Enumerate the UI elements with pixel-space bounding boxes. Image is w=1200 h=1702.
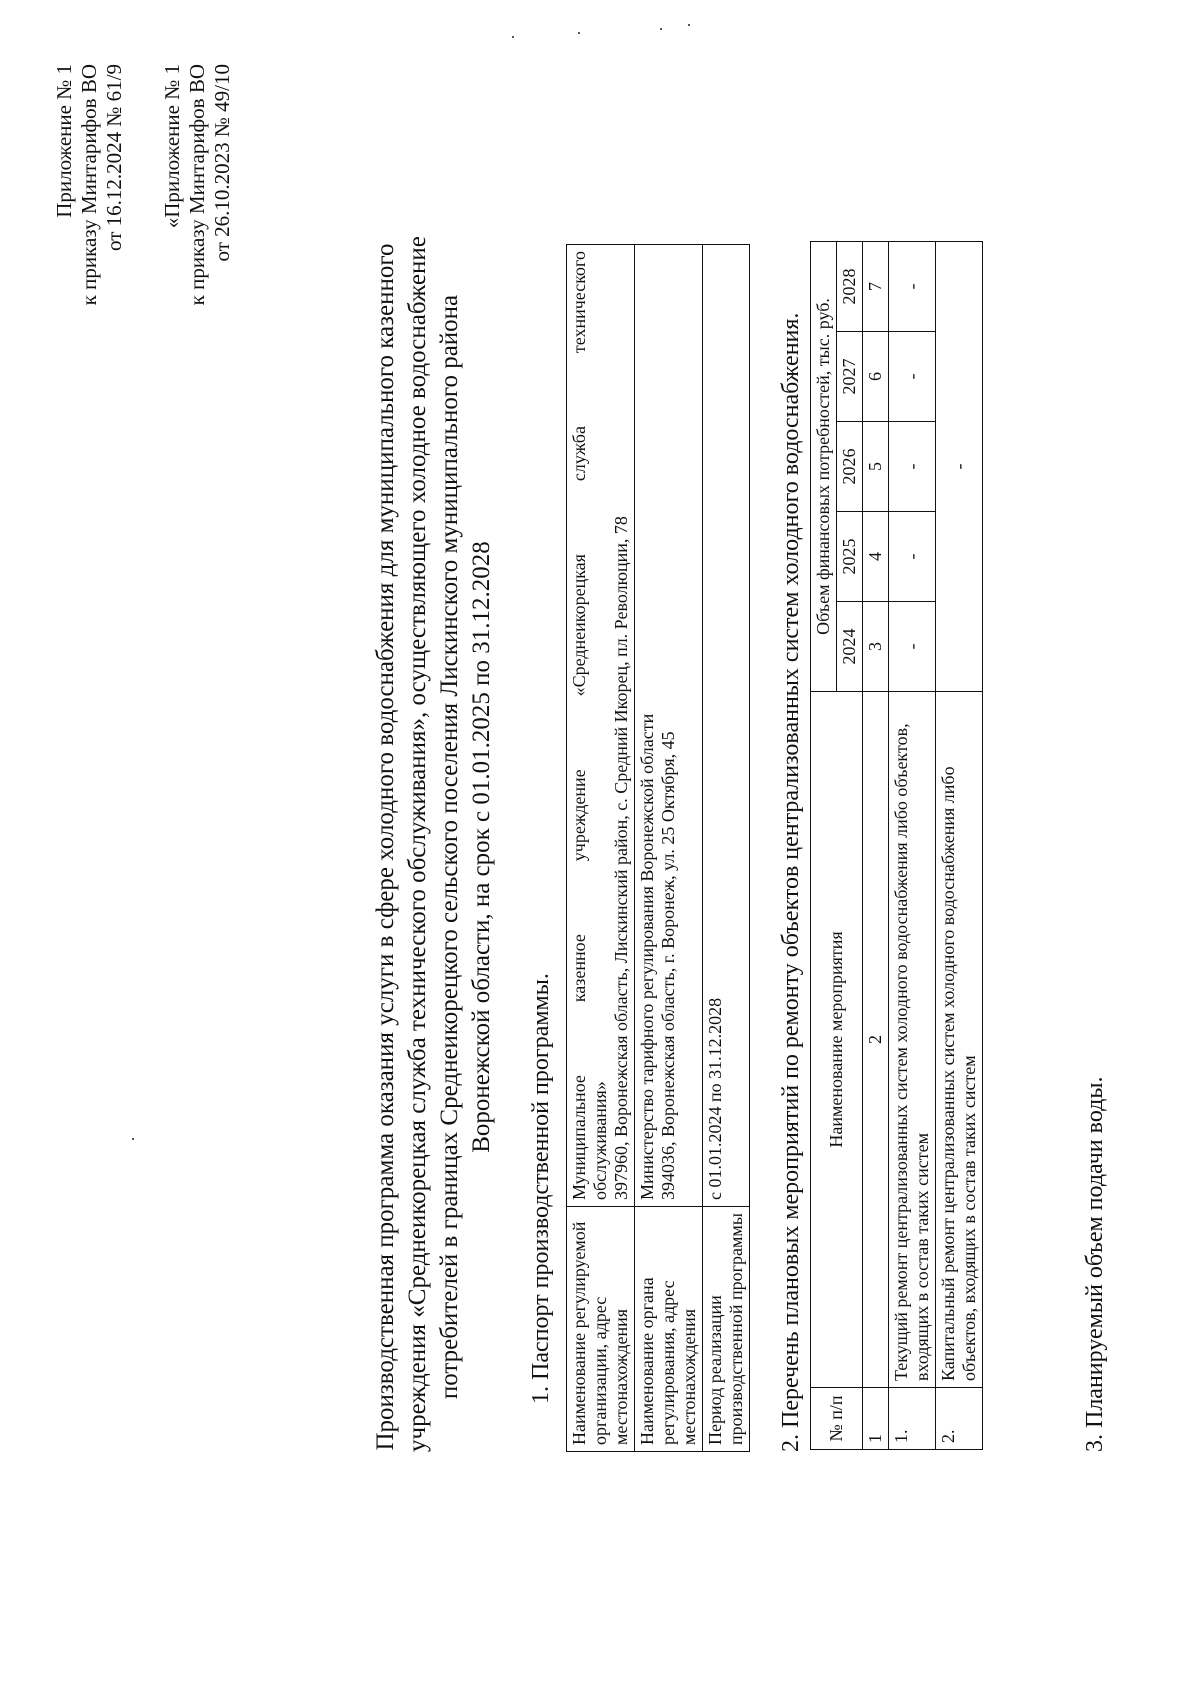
index-cell: 6 — [863, 332, 889, 422]
section-heading-passport: 1. Паспорт производственной программы. — [528, 973, 554, 1404]
passport-value-line: Муниципальное казенное учреждение «Среднеикорецкая служба технического — [569, 251, 589, 1200]
index-cell: 5 — [863, 422, 889, 512]
passport-value-line: Министерство тарифного регулирования Воронежской области — [637, 713, 657, 1200]
column-header-year: 2025 — [837, 512, 863, 602]
table-header-row — [811, 241, 837, 1449]
approval-stamp-new — [52, 64, 127, 305]
table-row — [889, 241, 936, 1449]
measure-value-merged: - — [936, 241, 983, 691]
table-row — [703, 245, 750, 1452]
passport-value-line: 397960, Воронежская область, Лискинский район, с. Средний Икорец, пл. Революции, 78 — [611, 516, 631, 1200]
section-heading-measures: 2. Перечень плановых мероприятий по ремонту объектов централизованных систем холодного водоснабжения. — [778, 312, 804, 1452]
scan-speck — [660, 28, 662, 30]
measure-value: - — [889, 512, 936, 602]
row-number: 1. — [889, 1388, 936, 1450]
scan-speck — [578, 32, 580, 34]
index-cell: 4 — [863, 512, 889, 602]
measure-value: - — [889, 241, 936, 331]
index-cell: 1 — [863, 1388, 889, 1450]
row-number: 2. — [936, 1388, 983, 1450]
measure-value: - — [889, 422, 936, 512]
passport-value-line: 394036, Воронежская область, г. Воронеж, ул. 25 Октября, 45 — [658, 731, 678, 1200]
column-header-year: 2026 — [837, 422, 863, 512]
passport-label: Наименование регулируемой организации, адрес местонахождения — [567, 1207, 635, 1452]
scan-speck — [132, 1138, 134, 1140]
passport-value-line: обслуживания» — [590, 1081, 610, 1200]
passport-label: Период реализации производственной программы — [703, 1207, 750, 1452]
measure-name: Капитальный ремонт централизованных систем холодного водоснабжения либо объектов, входящих в состав таких систем — [936, 692, 983, 1388]
title-line: Производственная программа оказания услуги в сфере холодного водоснабжения для муниципального казенного — [372, 243, 399, 1451]
column-header-name: Наименование мероприятия — [811, 692, 863, 1388]
document-title — [370, 236, 498, 1452]
passport-value — [567, 245, 635, 1207]
table-row — [635, 245, 703, 1452]
measure-value: - — [889, 602, 936, 692]
table-row — [567, 245, 635, 1452]
passport-value — [635, 245, 703, 1207]
approval-line: от 16.12.2024 № 61/9 — [102, 64, 126, 252]
column-header-year: 2027 — [837, 332, 863, 422]
measure-value: - — [889, 332, 936, 422]
passport-value — [703, 245, 750, 1207]
title-line: потребителей в границах Среднеикорецкого сельского поселения Лискинского муниципального района — [436, 294, 463, 1400]
measure-name: Текущий ремонт централизованных систем холодного водоснабжения либо объектов, входящих в состав таких систем — [889, 692, 936, 1388]
table-row — [936, 241, 983, 1449]
approval-line: к приказу Минтарифов ВО — [185, 64, 209, 306]
scan-speck — [688, 24, 690, 26]
passport-table — [566, 244, 750, 1452]
index-cell: 7 — [863, 241, 889, 331]
scan-speck — [512, 36, 514, 38]
approval-line: «Приложение № 1 — [160, 64, 184, 229]
index-cell: 2 — [863, 692, 889, 1388]
passport-value-line: с 01.01.2024 по 31.12.2028 — [705, 997, 725, 1200]
column-header-num: № п/п — [811, 1388, 863, 1450]
section-heading-water-volume: 3. Планируемый объем подачи воды. — [1082, 1076, 1108, 1452]
column-header-year: 2028 — [837, 241, 863, 331]
table-index-row — [863, 241, 889, 1449]
approval-stamp-old — [160, 64, 235, 305]
title-line: учреждения «Среднеикорецкая служба технического обслуживания», осуществляющего холодное водоснабжение — [404, 236, 431, 1452]
passport-label: Наименование органа регулирования, адрес местонахождения — [635, 1207, 703, 1452]
column-header-volume: Объем финансовых потребностей, тыс. руб. — [811, 241, 837, 691]
approval-line: Приложение № 1 — [52, 64, 76, 218]
index-cell: 3 — [863, 602, 889, 692]
column-header-year: 2024 — [837, 602, 863, 692]
title-line: Воронежской области, на срок с 01.01.2025 по 31.12.2028 — [468, 541, 495, 1153]
measures-table — [810, 241, 983, 1450]
approval-line: от 26.10.2023 № 49/10 — [210, 64, 234, 262]
approval-line: к приказу Минтарифов ВО — [77, 64, 101, 306]
